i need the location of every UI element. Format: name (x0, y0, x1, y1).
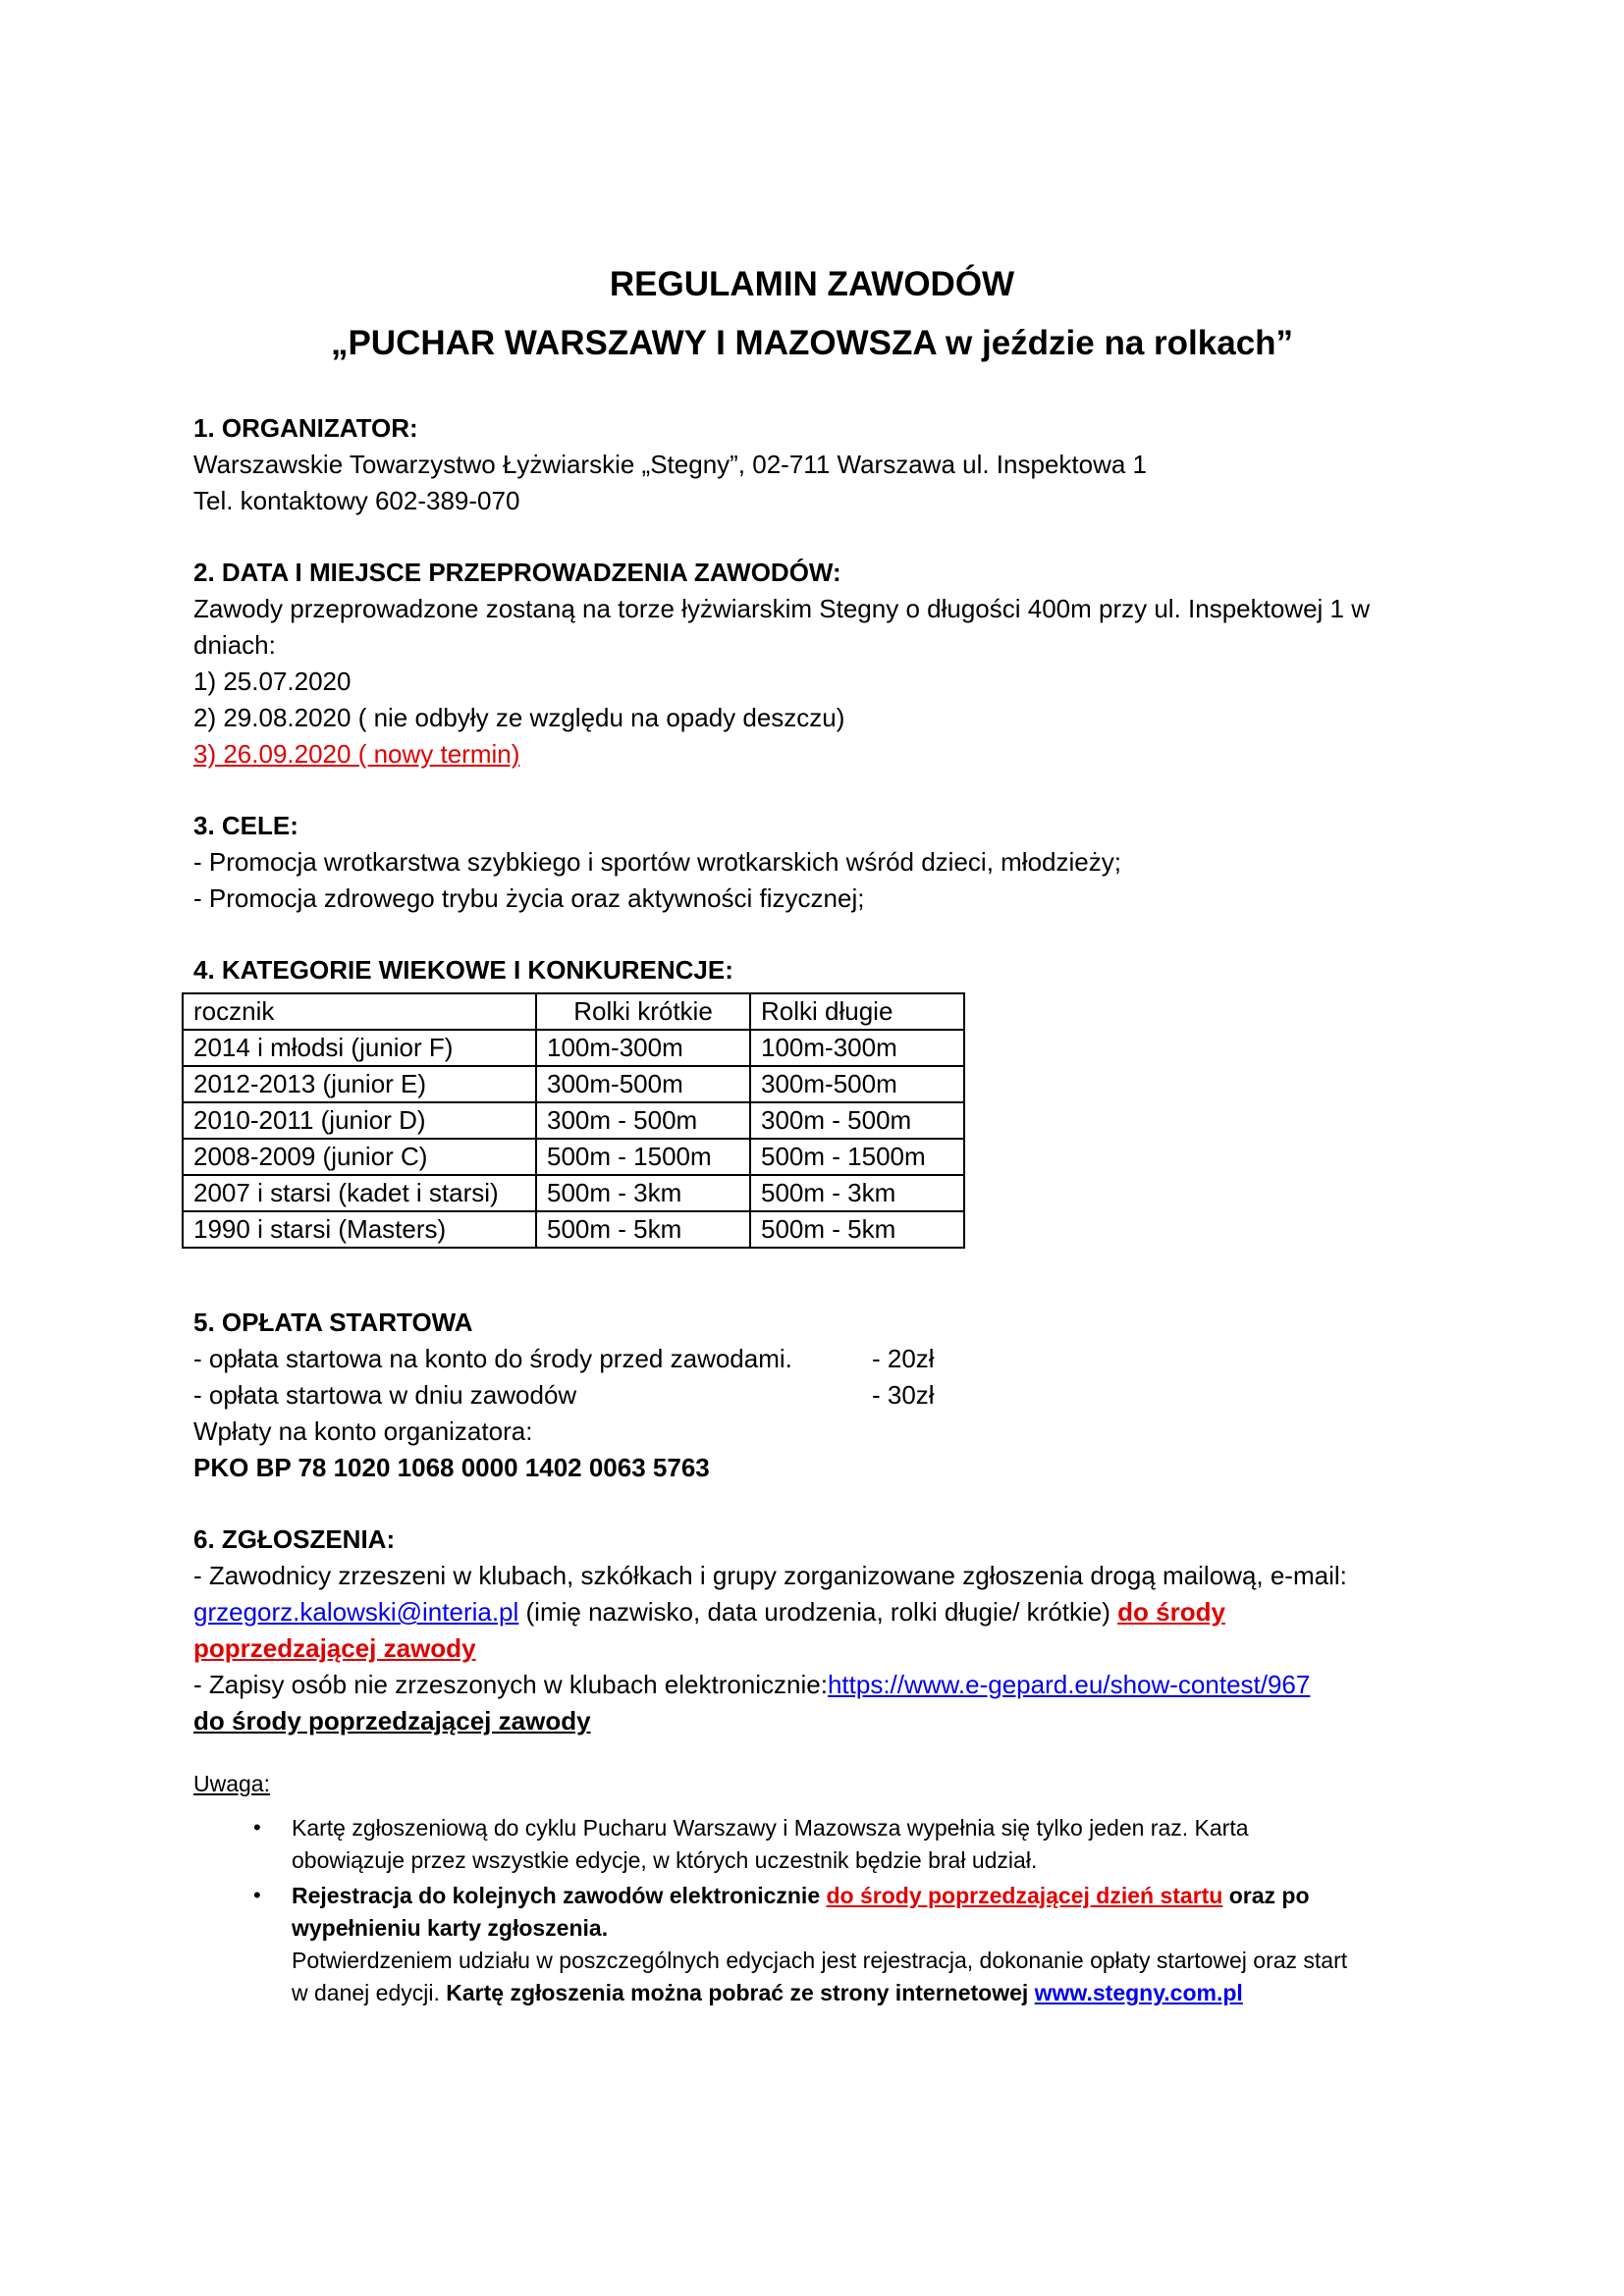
table-cell: 2012-2013 (junior E) (183, 1066, 536, 1102)
table-row (183, 1211, 964, 1248)
deadline-text: do środy (1117, 1597, 1225, 1627)
note-2-deadline: do środy poprzedzającej dzień startu (826, 1883, 1223, 1908)
email-link[interactable]: grzegorz.kalowski@interia.pl (193, 1597, 519, 1627)
table-row (183, 1030, 964, 1066)
note-2-text: Rejestracja do kolejnych zawodów elektronicznie (292, 1883, 827, 1908)
table-cell: 300m-500m (536, 1066, 750, 1102)
table-cell: 2010-2011 (junior D) (183, 1102, 536, 1139)
fee-1-label: - opłata startowa na konto do środy przed zawodami. (193, 1344, 792, 1373)
section-5-heading: 5. OPŁATA STARTOWA (193, 1308, 473, 1337)
goal-1: - Promocja wrotkarstwa szybkiego i sportów wrotkarskich wśród dzieci, młodzieży; (193, 847, 1121, 877)
online-registration-label: - Zapisy osób nie zrzeszonych w klubach elektronicznie: (193, 1670, 828, 1699)
table-row (183, 1139, 964, 1175)
note-3-line2 (292, 1977, 1482, 2009)
note-2-line2: wypełnieniu karty zgłoszenia. (292, 1915, 609, 1941)
document-title: REGULAMIN ZAWODÓW (609, 265, 1015, 303)
table-cell: 1990 i starsi (Masters) (183, 1211, 536, 1248)
table-row (183, 1175, 964, 1211)
note-3-line1: Potwierdzeniem udziału w poszczególnych edycjach jest rejestracja, dokonanie opłaty startowej oraz start (292, 1948, 1348, 1973)
table-header-cell: rocznik (183, 993, 536, 1030)
venue-text-line1: Zawody przeprowadzone zostaną na torze łyżwiarskim Stegny o długości 400m przy ul. Inspektowej 1 w (193, 594, 1371, 623)
registration-line2 (193, 1596, 1225, 1628)
table-cell: 300m - 500m (536, 1102, 750, 1139)
notes-label: Uwaga: (193, 1771, 270, 1796)
table-cell: 2014 i młodsi (junior F) (183, 1030, 536, 1066)
account-label: Wpłaty na konto organizatora: (193, 1416, 533, 1446)
note-2-text-end: oraz po (1222, 1883, 1310, 1908)
date-2: 2) 29.08.2020 ( nie odbyły ze względu na opady deszczu) (193, 703, 845, 732)
table-header-cell: Rolki krótkie (536, 993, 750, 1030)
registration-details: (imię nazwisko, data urodzenia, rolki długie/ krótkie) (518, 1597, 1118, 1627)
note-3-text: w danej edycji. (292, 1980, 447, 2005)
note-2-line1 (292, 1880, 1482, 1912)
document-subtitle: „PUCHAR WARSZAWY I MAZOWSZA w jeździe na rolkach” (330, 324, 1294, 362)
table-row (183, 1102, 964, 1139)
organizer-phone: Tel. kontaktowy 602-389-070 (193, 486, 520, 515)
table-cell: 500m - 1500m (750, 1139, 964, 1175)
table-cell: 500m - 5km (536, 1211, 750, 1248)
table-cell: 500m - 3km (750, 1175, 964, 1211)
organizer-address: Warszawskie Towarzystwo Łyżwiarskie „Stegny”, 02-711 Warszawa ul. Inspektowa 1 (193, 450, 1148, 479)
bullet-icon: • (253, 1815, 261, 1840)
table-cell: 2008-2009 (junior C) (183, 1139, 536, 1175)
note-1-line1: Kartę zgłoszeniową do cyklu Pucharu Warszawy i Mazowsza wypełnia się tylko jeden raz. Karta (292, 1815, 1249, 1841)
fee-2-amount: - 30zł (872, 1380, 935, 1410)
note-1-line2: obowiązuje przez wszystkie edycje, w których uczestnik będzie brał udział. (292, 1847, 1038, 1873)
goal-2: - Promocja zdrowego trybu życia oraz aktywności fizycznej; (193, 883, 865, 913)
note-1 (292, 1812, 1482, 1877)
registration-deadline: do środy poprzedzającej zawody (193, 1706, 591, 1735)
categories-table (182, 992, 965, 1249)
deadline-text-continued: poprzedzającej zawody (193, 1633, 476, 1663)
note-3-bold: Kartę zgłoszenia można pobrać ze strony internetowej (446, 1980, 1035, 2005)
table-header-cell: Rolki długie (750, 993, 964, 1030)
date-1: 1) 25.07.2020 (193, 667, 352, 696)
table-cell: 500m - 3km (536, 1175, 750, 1211)
website-link[interactable]: www.stegny.com.pl (1034, 1980, 1243, 2005)
venue-text-line2: dniach: (193, 630, 276, 660)
registration-url-link[interactable]: https://www.e-gepard.eu/show-contest/967 (827, 1670, 1311, 1699)
section-4-heading: 4. KATEGORIE WIEKOWE I KONKURENCJE: (193, 955, 733, 985)
section-3-heading: 3. CELE: (193, 811, 298, 840)
date-3-new: 3) 26.09.2020 ( nowy termin) (193, 739, 520, 769)
table-cell: 2007 i starsi (kadet i starsi) (183, 1175, 536, 1211)
fee-2-label: - opłata startowa w dniu zawodów (193, 1380, 577, 1410)
section-2-heading: 2. DATA I MIEJSCE PRZEPROWADZENIA ZAWODÓW: (193, 558, 841, 587)
table-cell: 100m-300m (750, 1030, 964, 1066)
section-1-heading: 1. ORGANIZATOR: (193, 413, 418, 443)
registration-line1: - Zawodnicy zrzeszeni w klubach, szkółkach i grupy zorganizowane zgłoszenia drogą mailową, e-mail: (193, 1561, 1347, 1590)
table-cell: 100m-300m (536, 1030, 750, 1066)
table-cell: 300m-500m (750, 1066, 964, 1102)
table-cell: 300m - 500m (750, 1102, 964, 1139)
bullet-icon: • (253, 1883, 261, 1907)
registration-line3 (193, 1669, 1310, 1700)
fee-1-amount: - 20zł (872, 1344, 935, 1373)
section-6-heading: 6. ZGŁOSZENIA: (193, 1524, 396, 1554)
bank-account: PKO BP 78 1020 1068 0000 1402 0063 5763 (193, 1453, 710, 1482)
table-cell: 500m - 1500m (536, 1139, 750, 1175)
table-cell: 500m - 5km (750, 1211, 964, 1248)
note-2 (292, 1880, 1482, 2009)
table-row (183, 1066, 964, 1102)
table-header-row (183, 993, 964, 1030)
